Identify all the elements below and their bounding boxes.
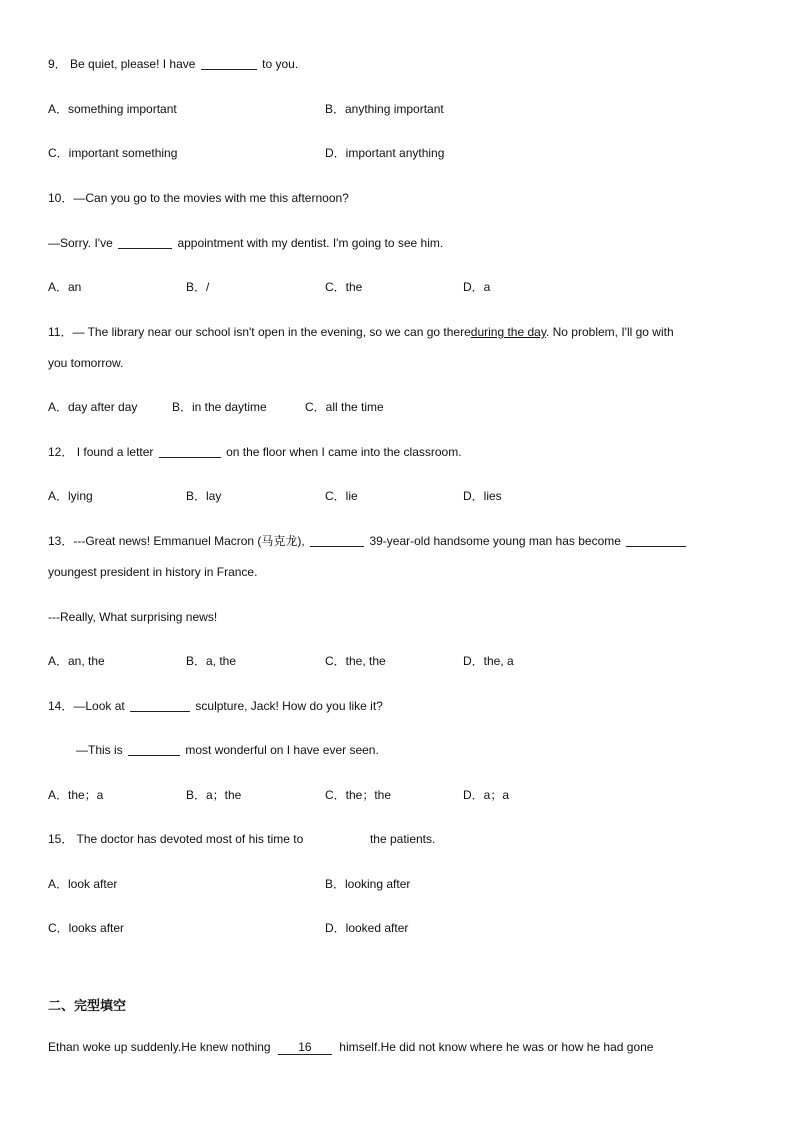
question-text: 39-year-old handsome young man has become	[369, 534, 621, 548]
option-b[interactable]: B．a, the	[186, 654, 237, 668]
question-number: 10．	[48, 191, 74, 205]
question-11-cont: you tomorrow.	[48, 356, 124, 370]
question-text: —Sorry. I've	[48, 236, 113, 250]
question-text: appointment with my dentist. I'm going to see him.	[177, 236, 444, 250]
option-d[interactable]: D．lies	[463, 489, 502, 503]
question-text: — The library near our school isn't open in the evening, so we can go there	[72, 325, 471, 339]
question-15	[48, 831, 435, 847]
option-c[interactable]: C．the, the	[325, 654, 386, 668]
cloze-paragraph	[48, 1039, 653, 1055]
option-a[interactable]: A．something important	[48, 102, 177, 116]
option-d[interactable]: D．important anything	[325, 146, 445, 160]
question-text: on the floor when I came into the classroom.	[226, 445, 462, 459]
question-text: I found a letter	[76, 445, 154, 459]
option-b[interactable]: B．lay	[186, 489, 222, 503]
question-text: —This is	[76, 743, 123, 757]
option-a[interactable]: A．day after day	[48, 400, 138, 414]
answer-blank[interactable]	[128, 743, 180, 756]
question-12	[48, 444, 462, 460]
underlined-phrase: during the day	[470, 325, 546, 339]
option-c[interactable]: C．the	[325, 280, 363, 294]
answer-blank[interactable]	[309, 831, 365, 843]
question-number: 14．	[48, 699, 74, 713]
answer-blank[interactable]	[626, 534, 686, 547]
question-number: 9．	[48, 57, 67, 71]
option-b[interactable]: B．anything important	[325, 102, 444, 116]
question-number: 15．	[48, 832, 74, 846]
option-a[interactable]: A．an	[48, 280, 82, 294]
option-b[interactable]: B．/	[186, 280, 210, 294]
answer-blank[interactable]	[130, 699, 190, 712]
option-b[interactable]: B．a；the	[186, 788, 242, 802]
answer-blank[interactable]	[310, 534, 364, 547]
option-a[interactable]: A．lying	[48, 489, 93, 503]
question-13-reply: ---Really, What surprising news!	[48, 610, 218, 624]
question-text: . No problem, I'll go with	[545, 325, 674, 339]
question-text: the patients.	[369, 832, 436, 846]
option-c[interactable]: C．the；the	[325, 788, 392, 802]
question-10-reply	[48, 235, 443, 251]
question-text: Be quiet, please! I have	[70, 57, 196, 71]
option-d[interactable]: D．a	[463, 280, 491, 294]
option-a[interactable]: A．an, the	[48, 654, 105, 668]
question-text: most wonderful on I have ever seen.	[185, 743, 379, 757]
question-text: ---Great news! Emmanuel Macron (马克龙),	[73, 534, 305, 548]
answer-blank[interactable]	[118, 236, 172, 249]
option-b[interactable]: B．in the daytime	[172, 400, 267, 414]
question-number: 13．	[48, 534, 74, 548]
option-c[interactable]: C．looks after	[48, 921, 125, 935]
option-d[interactable]: D．looked after	[325, 921, 409, 935]
question-text: to you.	[262, 57, 299, 71]
question-number: 11．	[48, 325, 73, 339]
cloze-text: Ethan woke up suddenly.He knew nothing	[48, 1040, 271, 1054]
option-a[interactable]: A．the；a	[48, 788, 104, 802]
cloze-blank-16[interactable]: 16	[278, 1040, 332, 1055]
question-number: 12．	[48, 445, 74, 459]
question-14	[48, 698, 383, 714]
question-text: sculpture, Jack! How do you like it?	[195, 699, 383, 713]
option-c[interactable]: C．important something	[48, 146, 178, 160]
question-10	[48, 190, 349, 206]
question-11	[48, 324, 674, 340]
question-text: —Can you go to the movies with me this afternoon?	[73, 191, 349, 205]
cloze-text: himself.He did not know where he was or how he had gone	[339, 1040, 654, 1054]
question-text: The doctor has devoted most of his time to	[76, 832, 304, 846]
option-c[interactable]: C．all the time	[305, 400, 384, 414]
option-b[interactable]: B．looking after	[325, 877, 411, 891]
option-d[interactable]: D．the, a	[463, 654, 514, 668]
option-a[interactable]: A．look after	[48, 877, 118, 891]
answer-blank[interactable]	[201, 57, 257, 70]
option-c[interactable]: C．lie	[325, 489, 358, 503]
question-9	[48, 56, 298, 72]
section-heading: 二、完型填空	[48, 998, 127, 1013]
option-d[interactable]: D．a；a	[463, 788, 510, 802]
question-14-reply	[76, 742, 379, 758]
question-text: —Look at	[73, 699, 125, 713]
question-13-cont: youngest president in history in France.	[48, 565, 258, 579]
question-13	[48, 533, 688, 549]
answer-blank[interactable]	[159, 445, 221, 458]
